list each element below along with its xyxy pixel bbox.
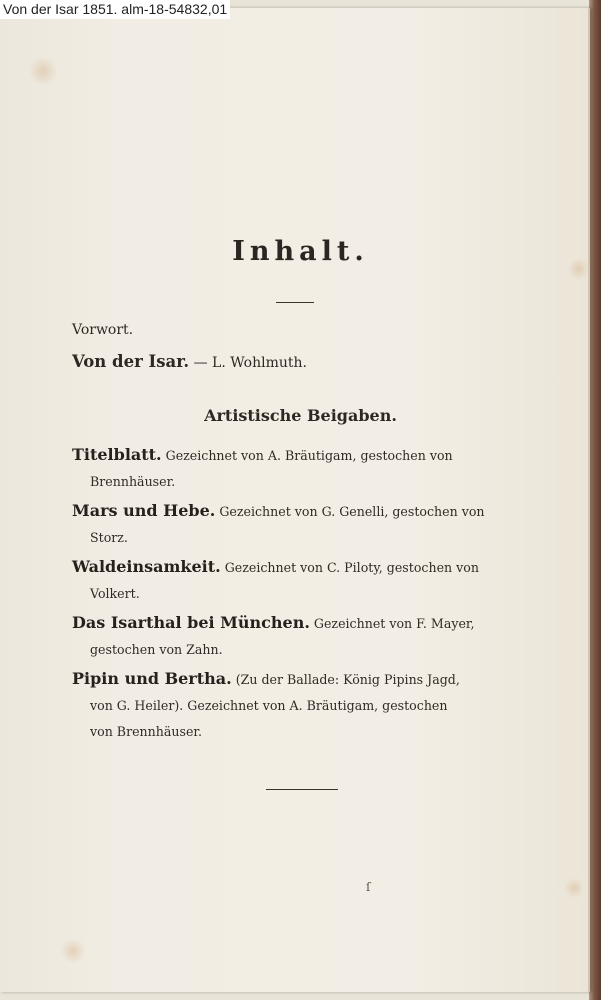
closing-rule bbox=[266, 789, 338, 790]
paper-stain bbox=[60, 938, 86, 964]
entry-head: Pipin und Bertha. bbox=[72, 669, 232, 688]
paper-stain bbox=[28, 56, 58, 86]
signature-mark: ſ bbox=[366, 880, 371, 894]
entry-line: Gezeichnet von C. Piloty, gestochen von bbox=[224, 560, 479, 575]
entry-line: Storz. bbox=[90, 530, 128, 545]
entry-line: von Brennhäuser. bbox=[90, 724, 203, 739]
illustration-entry bbox=[72, 610, 522, 663]
entry-line: Brennhäuser. bbox=[90, 474, 176, 489]
entry-line: Gezeichnet von F. Mayer, bbox=[313, 616, 475, 631]
illustration-entry bbox=[72, 554, 522, 607]
illustration-entry bbox=[72, 666, 522, 745]
toc-main-entry bbox=[72, 352, 307, 371]
image-id-label: Von der Isar 1851. alm-18-54832,01 bbox=[0, 0, 230, 19]
entry-line: von G. Heiler). Gezeichnet von A. Bräutigam, gestochen bbox=[90, 698, 448, 713]
entry-head: Waldeinsamkeit. bbox=[72, 557, 221, 576]
toc-main-author: — L. Wohlmuth. bbox=[189, 355, 307, 371]
entry-line: Volkert. bbox=[90, 586, 140, 601]
toc-main-head: Von der Isar. bbox=[72, 352, 190, 371]
toc-vorwort: Vorwort. bbox=[72, 322, 134, 338]
illustration-entry bbox=[72, 498, 522, 551]
section-heading: Artistische Beigaben. bbox=[204, 406, 397, 425]
entry-line: Gezeichnet von G. Genelli, gestochen von bbox=[219, 504, 485, 519]
entry-line: (Zu der Ballade: König Pipins Jagd, bbox=[235, 672, 460, 687]
title-rule bbox=[276, 302, 314, 303]
paper-stain bbox=[564, 878, 584, 898]
book-edge bbox=[589, 0, 601, 1000]
page-title: Inhalt. bbox=[232, 236, 369, 267]
entry-head: Das Isarthal bei München. bbox=[72, 613, 310, 632]
illustration-entry bbox=[72, 442, 522, 495]
entry-line: gestochen von Zahn. bbox=[90, 642, 223, 657]
entry-head: Titelblatt. bbox=[72, 445, 162, 464]
entry-head: Mars und Hebe. bbox=[72, 501, 216, 520]
entry-line: Gezeichnet von A. Bräutigam, gestochen von bbox=[165, 448, 453, 463]
